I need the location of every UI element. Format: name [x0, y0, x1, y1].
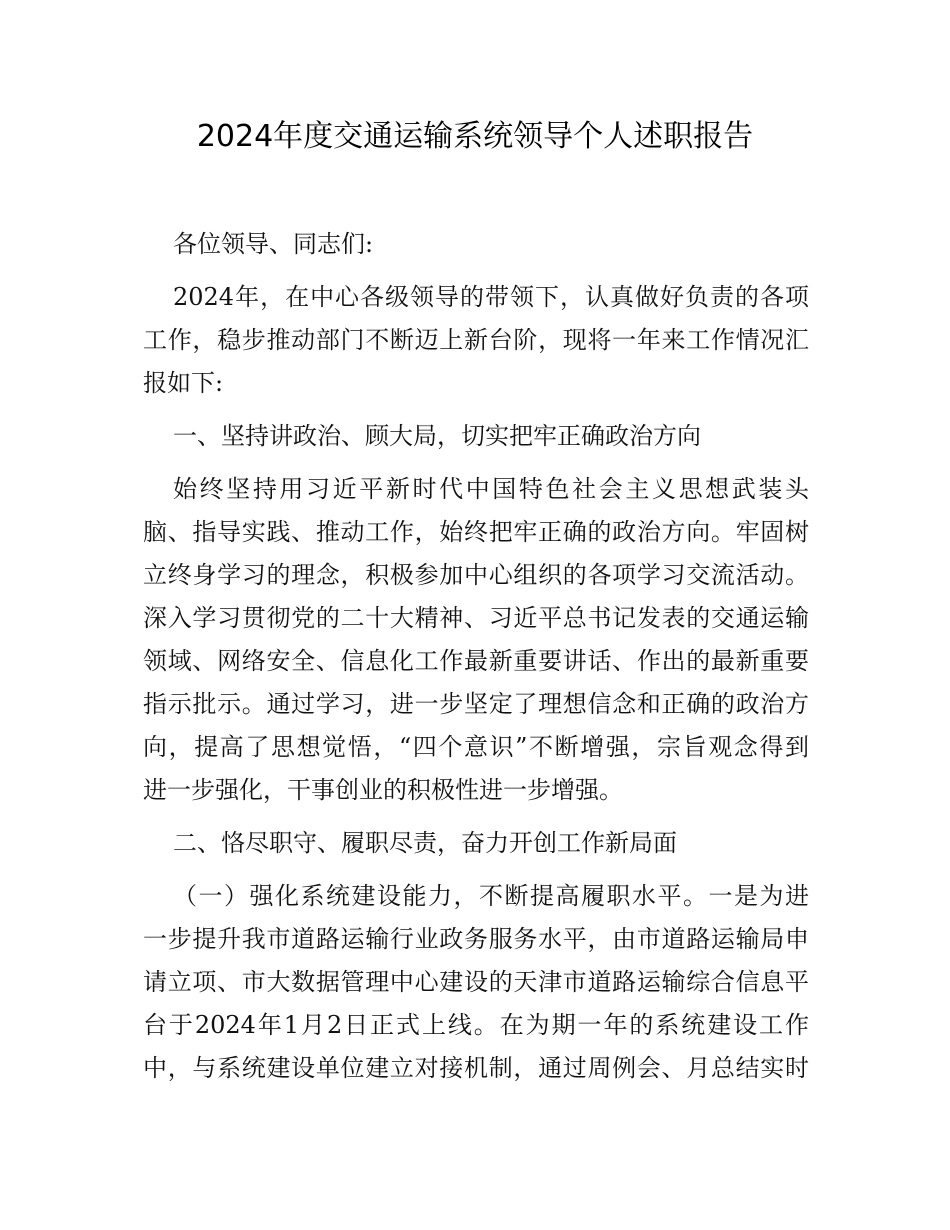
text-line: 进一步强化，干事创业的积极性进一步增强。 — [143, 776, 623, 804]
text-line: 深入学习贯彻党的二十大精神、习近平总书记发表的交通运输 — [143, 604, 809, 632]
text-line: 二、恪尽职守、履职尽责，奋力开创工作新局面 — [173, 829, 677, 857]
text-line: 中，与系统建设单位建立对接机制，通过周例会、月总结实时 — [143, 1054, 809, 1082]
text-line: 向，提高了思想觉悟，“四个意识”不断增强，宗旨观念得到 — [143, 733, 809, 761]
document-title: 2024年度交通运输系统领导个人述职报告 — [196, 119, 754, 154]
section-heading-2 — [143, 822, 809, 865]
text-line: （一）强化系统建设能力，不断提高履职水平。一是为进 — [173, 882, 809, 910]
document-body — [143, 223, 809, 1090]
text-line: 各位领导、同志们: — [173, 230, 374, 258]
section-1-paragraph — [143, 468, 809, 812]
section-heading-1 — [143, 415, 809, 458]
text-line: 2024年，在中心各级领导的带领下，认真做好负责的各项 — [173, 283, 809, 311]
salutation — [143, 223, 809, 266]
text-line: 一步提升我市道路运输行业政务服务水平，由市道路运输局申 — [143, 925, 809, 953]
text-line: 领域、网络安全、信息化工作最新重要讲话、作出的最新重要 — [143, 647, 809, 675]
subsection-1-paragraph — [143, 875, 809, 1090]
text-line: 工作，稳步推动部门不断迈上新台阶，现将一年来工作情况汇 — [143, 326, 809, 354]
text-line: 报如下: — [143, 369, 224, 397]
text-line: 脑、指导实践、推动工作，始终把牢正确的政治方向。牢固树 — [143, 518, 809, 546]
text-line: 台于2024年1月2日正式上线。在为期一年的系统建设工作 — [143, 1011, 809, 1039]
text-line: 立终身学习的理念，积极参加中心组织的各项学习交流活动。 — [143, 561, 809, 589]
text-line: 一、坚持讲政治、顾大局，切实把牢正确政治方向 — [173, 422, 701, 450]
text-line: 指示批示。通过学习，进一步坚定了理想信念和正确的政治方 — [143, 690, 809, 718]
intro-paragraph — [143, 276, 809, 405]
text-line: 请立项、市大数据管理中心建设的天津市道路运输综合信息平 — [143, 968, 809, 996]
text-line: 始终坚持用习近平新时代中国特色社会主义思想武装头 — [173, 475, 809, 503]
